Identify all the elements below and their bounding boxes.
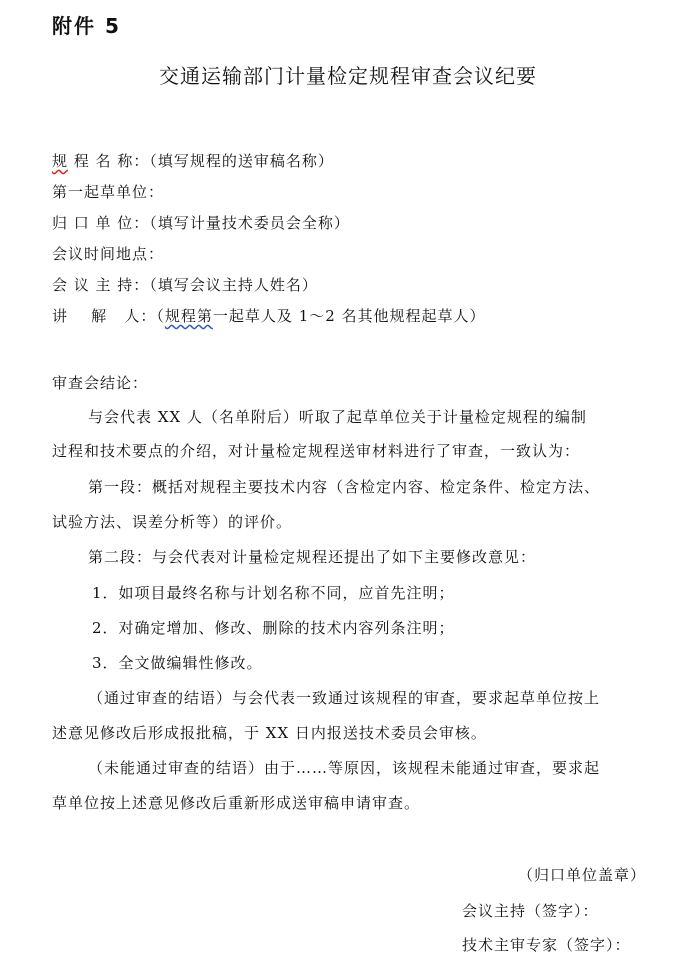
lecturer-value-open: （: [156, 307, 165, 325]
meeting-time-place-row: [52, 243, 164, 264]
expert-signature-label: 技术主审专家（签字）：: [462, 936, 631, 954]
conclusion-line: 述意见修改后形成报批稿，于 XX 日内报送技术委员会审核。: [52, 724, 487, 742]
conclusion-list-item: 3．全文做编辑性修改。: [92, 654, 263, 672]
rule-name-label-first-char: 规: [52, 152, 69, 170]
rule-name-row: [52, 150, 334, 171]
lecturer-row: [52, 305, 486, 326]
lecturer-value-underlined: 规程第: [164, 307, 213, 325]
owner-unit-value: （填写计量技术委员会全称）: [149, 214, 350, 232]
conclusion-line: 草单位按上述意见修改后重新形成送审稿申请审查。: [52, 794, 421, 812]
attachment-label: 附件 5: [52, 14, 121, 38]
host-value: （填写会议主持人姓名）: [149, 276, 318, 294]
seal-placeholder: （归口单位盖章）: [518, 866, 647, 884]
owner-unit-label: 归 口 单 位：: [52, 214, 150, 232]
rule-name-label: 程 名 称：: [68, 152, 150, 170]
conclusion-line: 与会代表 XX 人（名单附后）听取了起草单位关于计量检定规程的编制: [88, 408, 587, 426]
drafting-unit-label: 第一起草单位：: [52, 183, 165, 201]
conclusion-line: 试验方法、误差分析等）的评价。: [52, 513, 293, 531]
document-title: 交通运输部门计量检定规程审查会议纪要: [159, 64, 537, 88]
lecturer-label: 讲 解 人：: [52, 307, 157, 325]
host-label: 会 议 主 持：: [52, 276, 150, 294]
host-signature-label: 会议主持（签字）：: [462, 902, 599, 920]
drafting-unit-row: [52, 181, 164, 202]
conclusion-line: 过程和技术要点的介绍，对计量检定规程送审材料进行了审查，一致认为：: [52, 442, 581, 460]
conclusion-heading: 审查会结论：: [52, 374, 149, 392]
conclusion-list-item: 2．对确定增加、修改、删除的技术内容列条注明；: [92, 619, 455, 637]
rule-name-value: （填写规程的送审稿名称）: [149, 152, 334, 170]
conclusion-list-item: 1．如项目最终名称与计划名称不同，应首先注明；: [92, 584, 455, 602]
owner-unit-row: [52, 212, 350, 233]
conclusion-line: （未能通过审查的结语）由于……等原因，该规程未能通过审查，要求起: [88, 759, 601, 777]
lecturer-value-rest: 一起草人及 1～2 名其他规程起草人）: [212, 307, 486, 325]
conclusion-line: 第二段：与会代表对计量检定规程还提出了如下主要修改意见：: [88, 548, 537, 566]
conclusion-line: （通过审查的结语）与会代表一致通过该规程的审查，要求起草单位按上: [88, 689, 601, 707]
conclusion-line: 第一段：概括对规程主要技术内容（含检定内容、检定条件、检定方法、: [88, 478, 601, 496]
meeting-time-place-label: 会议时间地点：: [52, 245, 165, 263]
host-row: [52, 274, 318, 295]
